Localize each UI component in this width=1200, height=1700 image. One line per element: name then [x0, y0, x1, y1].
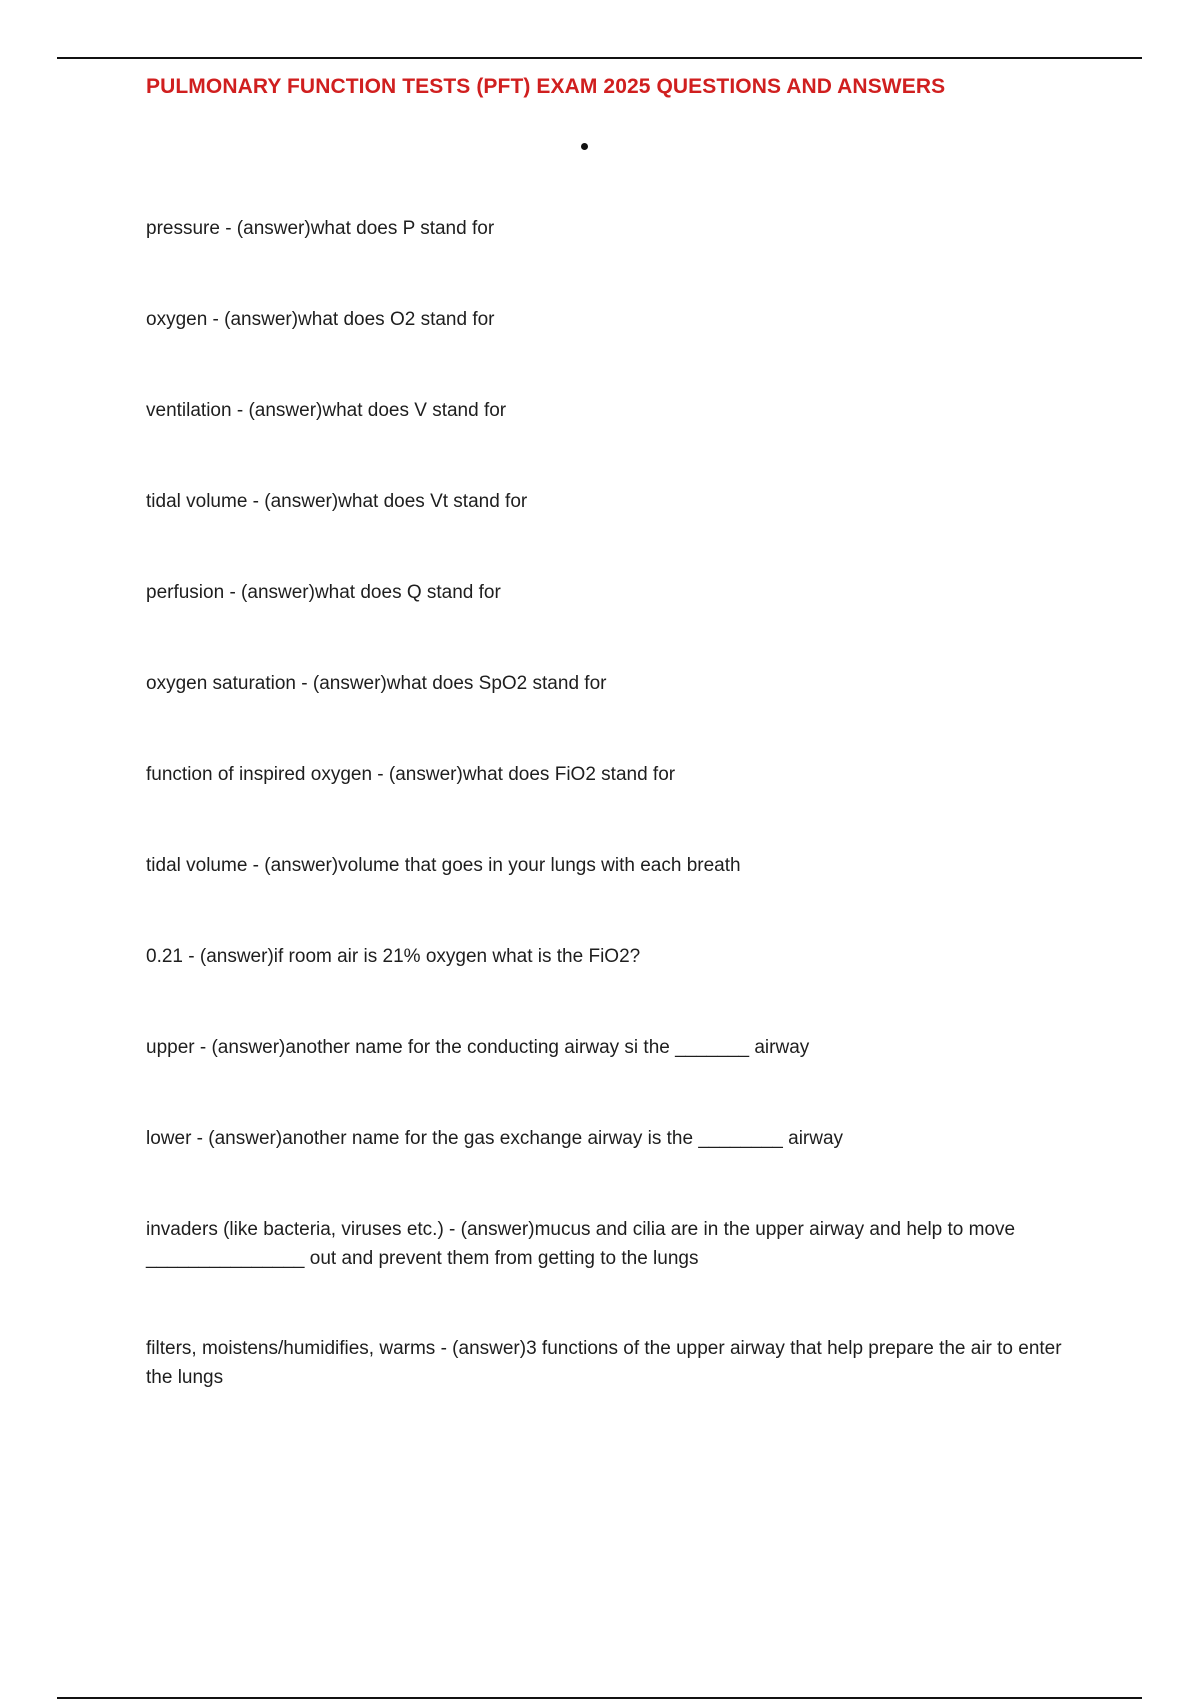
qa-item: 0.21 - (answer)if room air is 21% oxygen what is the FiO2?: [146, 946, 641, 967]
qa-item: pressure - (answer)what does P stand for: [146, 218, 495, 239]
top-rule: [57, 57, 1142, 59]
qa-item: perfusion - (answer)what does Q stand for: [146, 582, 501, 603]
qa-item: lower - (answer)another name for the gas exchange airway is the ________ airway: [146, 1128, 844, 1149]
qa-item: function of inspired oxygen - (answer)what does FiO2 stand for: [146, 764, 676, 785]
bullet-marker: [581, 143, 588, 150]
qa-item: oxygen saturation - (answer)what does SpO2 stand for: [146, 673, 607, 694]
qa-item: invaders (like bacteria, viruses etc.) - (answer)mucus and cilia are in the upper airway and help to move _______________ out and prevent them from getting to the lungs: [146, 1219, 1016, 1269]
qa-item: oxygen - (answer)what does O2 stand for: [146, 309, 495, 330]
qa-item: ventilation - (answer)what does V stand for: [146, 400, 507, 421]
bottom-rule: [57, 1697, 1142, 1699]
qa-item: tidal volume - (answer)volume that goes in your lungs with each breath: [146, 855, 741, 876]
qa-item: tidal volume - (answer)what does Vt stand for: [146, 491, 528, 512]
qa-item: filters, moistens/humidifies, warms - (answer)3 functions of the upper airway that help prepare the air to enter the lungs: [146, 1338, 1062, 1388]
document-title: PULMONARY FUNCTION TESTS (PFT) EXAM 2025 QUESTIONS AND ANSWERS: [146, 75, 946, 98]
qa-item: upper - (answer)another name for the conducting airway si the _______ airway: [146, 1037, 810, 1058]
